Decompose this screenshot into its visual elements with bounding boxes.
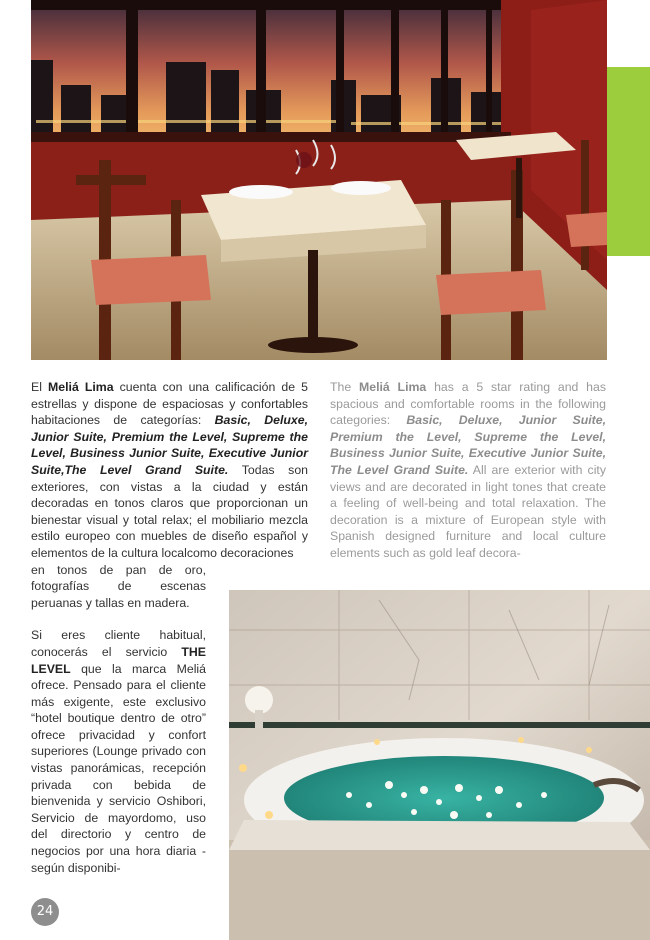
- room-categories: Basic, Deluxe, Junior Suite, Premium the Level, Supreme the Level, Business Junior Suite, Executive Junior Suite,The Level Grand Suite.: [31, 413, 308, 477]
- text-run: The: [330, 380, 359, 394]
- english-text-column: [330, 379, 606, 562]
- hotel-name: Meliá Lima: [48, 380, 114, 394]
- text-run: Todas son exteriores, con vistas a la ciudad y están decoradas en tonos claros que proporcionan un bienestar visual y total relax; el mobiliario mezcla estilo europeo con muebles de diseño español y elementos de la cultura localcomo decoraciones: [31, 462, 308, 560]
- restaurant-illustration: [31, 0, 607, 360]
- spanish-paragraph-2: [31, 627, 206, 876]
- text-run: Si eres cliente habitual, conocerás el servicio: [31, 628, 206, 659]
- text-run: en tonos de pan de oro, fotografías de escenas peruanas y tallas en madera.: [31, 562, 206, 610]
- text-run: has a 5 star rating and has spacious and comfortable rooms in the following categories:: [330, 380, 606, 428]
- jacuzzi-photo: [229, 590, 650, 940]
- text-run: El: [31, 380, 49, 394]
- text-run: All are exterior with city views and are decorated in light tones that create a feeling of well-being and total relaxation. The decoration is a mixture of European style with Spanish designed furniture and local culture elements such as gold leaf decora-: [330, 462, 606, 560]
- restaurant-photo: [31, 0, 607, 360]
- text-run: cuenta con una calificación de 5 estrellas y dispone de espaciosas y confortables habitaciones de categorías:: [31, 380, 308, 428]
- page-number-badge: 24: [31, 898, 59, 926]
- text-run: que la marca Meliá ofrece. Pensado para el cliente más exigente, este exclusivo “hotel boutique dentro de otro” ofrece privacidad y confort superiores (Lounge privado con vistas panorámicas, recepción privada con bebida de bienvenida y servicio Oshibori, Servicio de mayordomo, uso del directorio y centro de negocios por una hora diaria -según disponibi-: [31, 661, 206, 875]
- english-paragraph-1: [330, 379, 606, 562]
- hotel-name: Meliá Lima: [359, 380, 427, 394]
- jacuzzi-illustration: [229, 590, 650, 940]
- room-categories: Basic, Deluxe, Junior Suite, Premium the Level, Supreme the Level, Business Junior Suite, Executive Junior Suite, The Level Grand Suite.: [330, 413, 606, 477]
- green-accent-bar: [607, 67, 650, 256]
- spanish-paragraph-1: [31, 379, 308, 611]
- service-name: THE LEVEL: [31, 644, 206, 676]
